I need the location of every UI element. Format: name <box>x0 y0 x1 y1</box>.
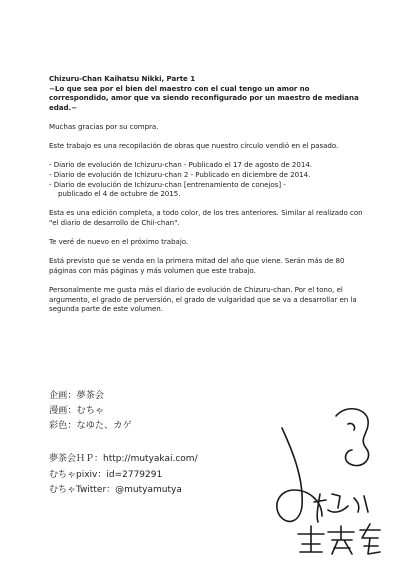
edition-paragraph: Esta es una edición completa, a todo color, de los tres anteriores. Similar al realizado con "el diario de desarrollo de Chii-chan". <box>49 208 363 227</box>
list-item: - Diario de evolución de Ichizuru-chan - Publicado el 17 de agosto de 2014. <box>49 160 312 170</box>
list-item-text: - Diario de evolución de Ichizuru-chan [entrenamiento de conejos] - <box>49 179 286 189</box>
personal-paragraph: Personalmente me gusta más el diario de evolución de Chizuru-chan. Por el tono, el argumento, el grado de perversión, el grado de vulgaridad que se va a desarrollar en la segunda parte de este volumen. <box>49 285 357 314</box>
work-title: Chizuru-Chan Kaihatsu Nikki, Parte 1 <box>49 74 196 83</box>
credits <box>49 389 249 433</box>
credit-planning: 企画：夢茶会 <box>49 390 105 401</box>
contact-links <box>49 452 249 499</box>
twitter-link: むちゃTwitter：@mutyamutya <box>49 485 182 496</box>
planned-paragraph: Está previsto que se venda en la primera mitad del año que viene. Serán más de 80 páginas con más páginas y más volumen que este trabajo. <box>49 256 345 275</box>
works-list <box>49 160 367 198</box>
list-item: - Diario de evolución de Ichizuru-chan 2 - Publicado en diciembre de 2014. <box>49 169 311 179</box>
pixiv-link: むちゃpixiv：id=2779291 <box>49 469 163 480</box>
afterword-text <box>49 74 367 323</box>
work-subtitle: ~Lo que sea por el bien del maestro con el cual tengo un amor no correspondido, amor que va siendo reconfigurado por un maestro de mediana edad.~ <box>49 83 359 112</box>
thanks-paragraph: Muchas gracias por su compra. <box>49 121 159 131</box>
credit-manga: 漫画：むちゃ <box>49 404 105 416</box>
next-paragraph: Te veré de nuevo en el próximo trabajo. <box>49 237 189 247</box>
list-item <box>49 180 367 199</box>
intro-paragraph: Este trabajo es una recopilación de obras que nuestro círculo vendió en el pasado. <box>49 141 339 151</box>
list-item-continuation: publicado el 4 de octubre de 2015. <box>58 189 181 199</box>
credit-coloring: 彩色：なゆた、カゲ <box>49 419 132 431</box>
homepage-link[interactable]: 夢茶会ＨＰ：http://mutyakai.com/ <box>49 454 198 464</box>
handwritten-signature-image <box>262 398 392 558</box>
